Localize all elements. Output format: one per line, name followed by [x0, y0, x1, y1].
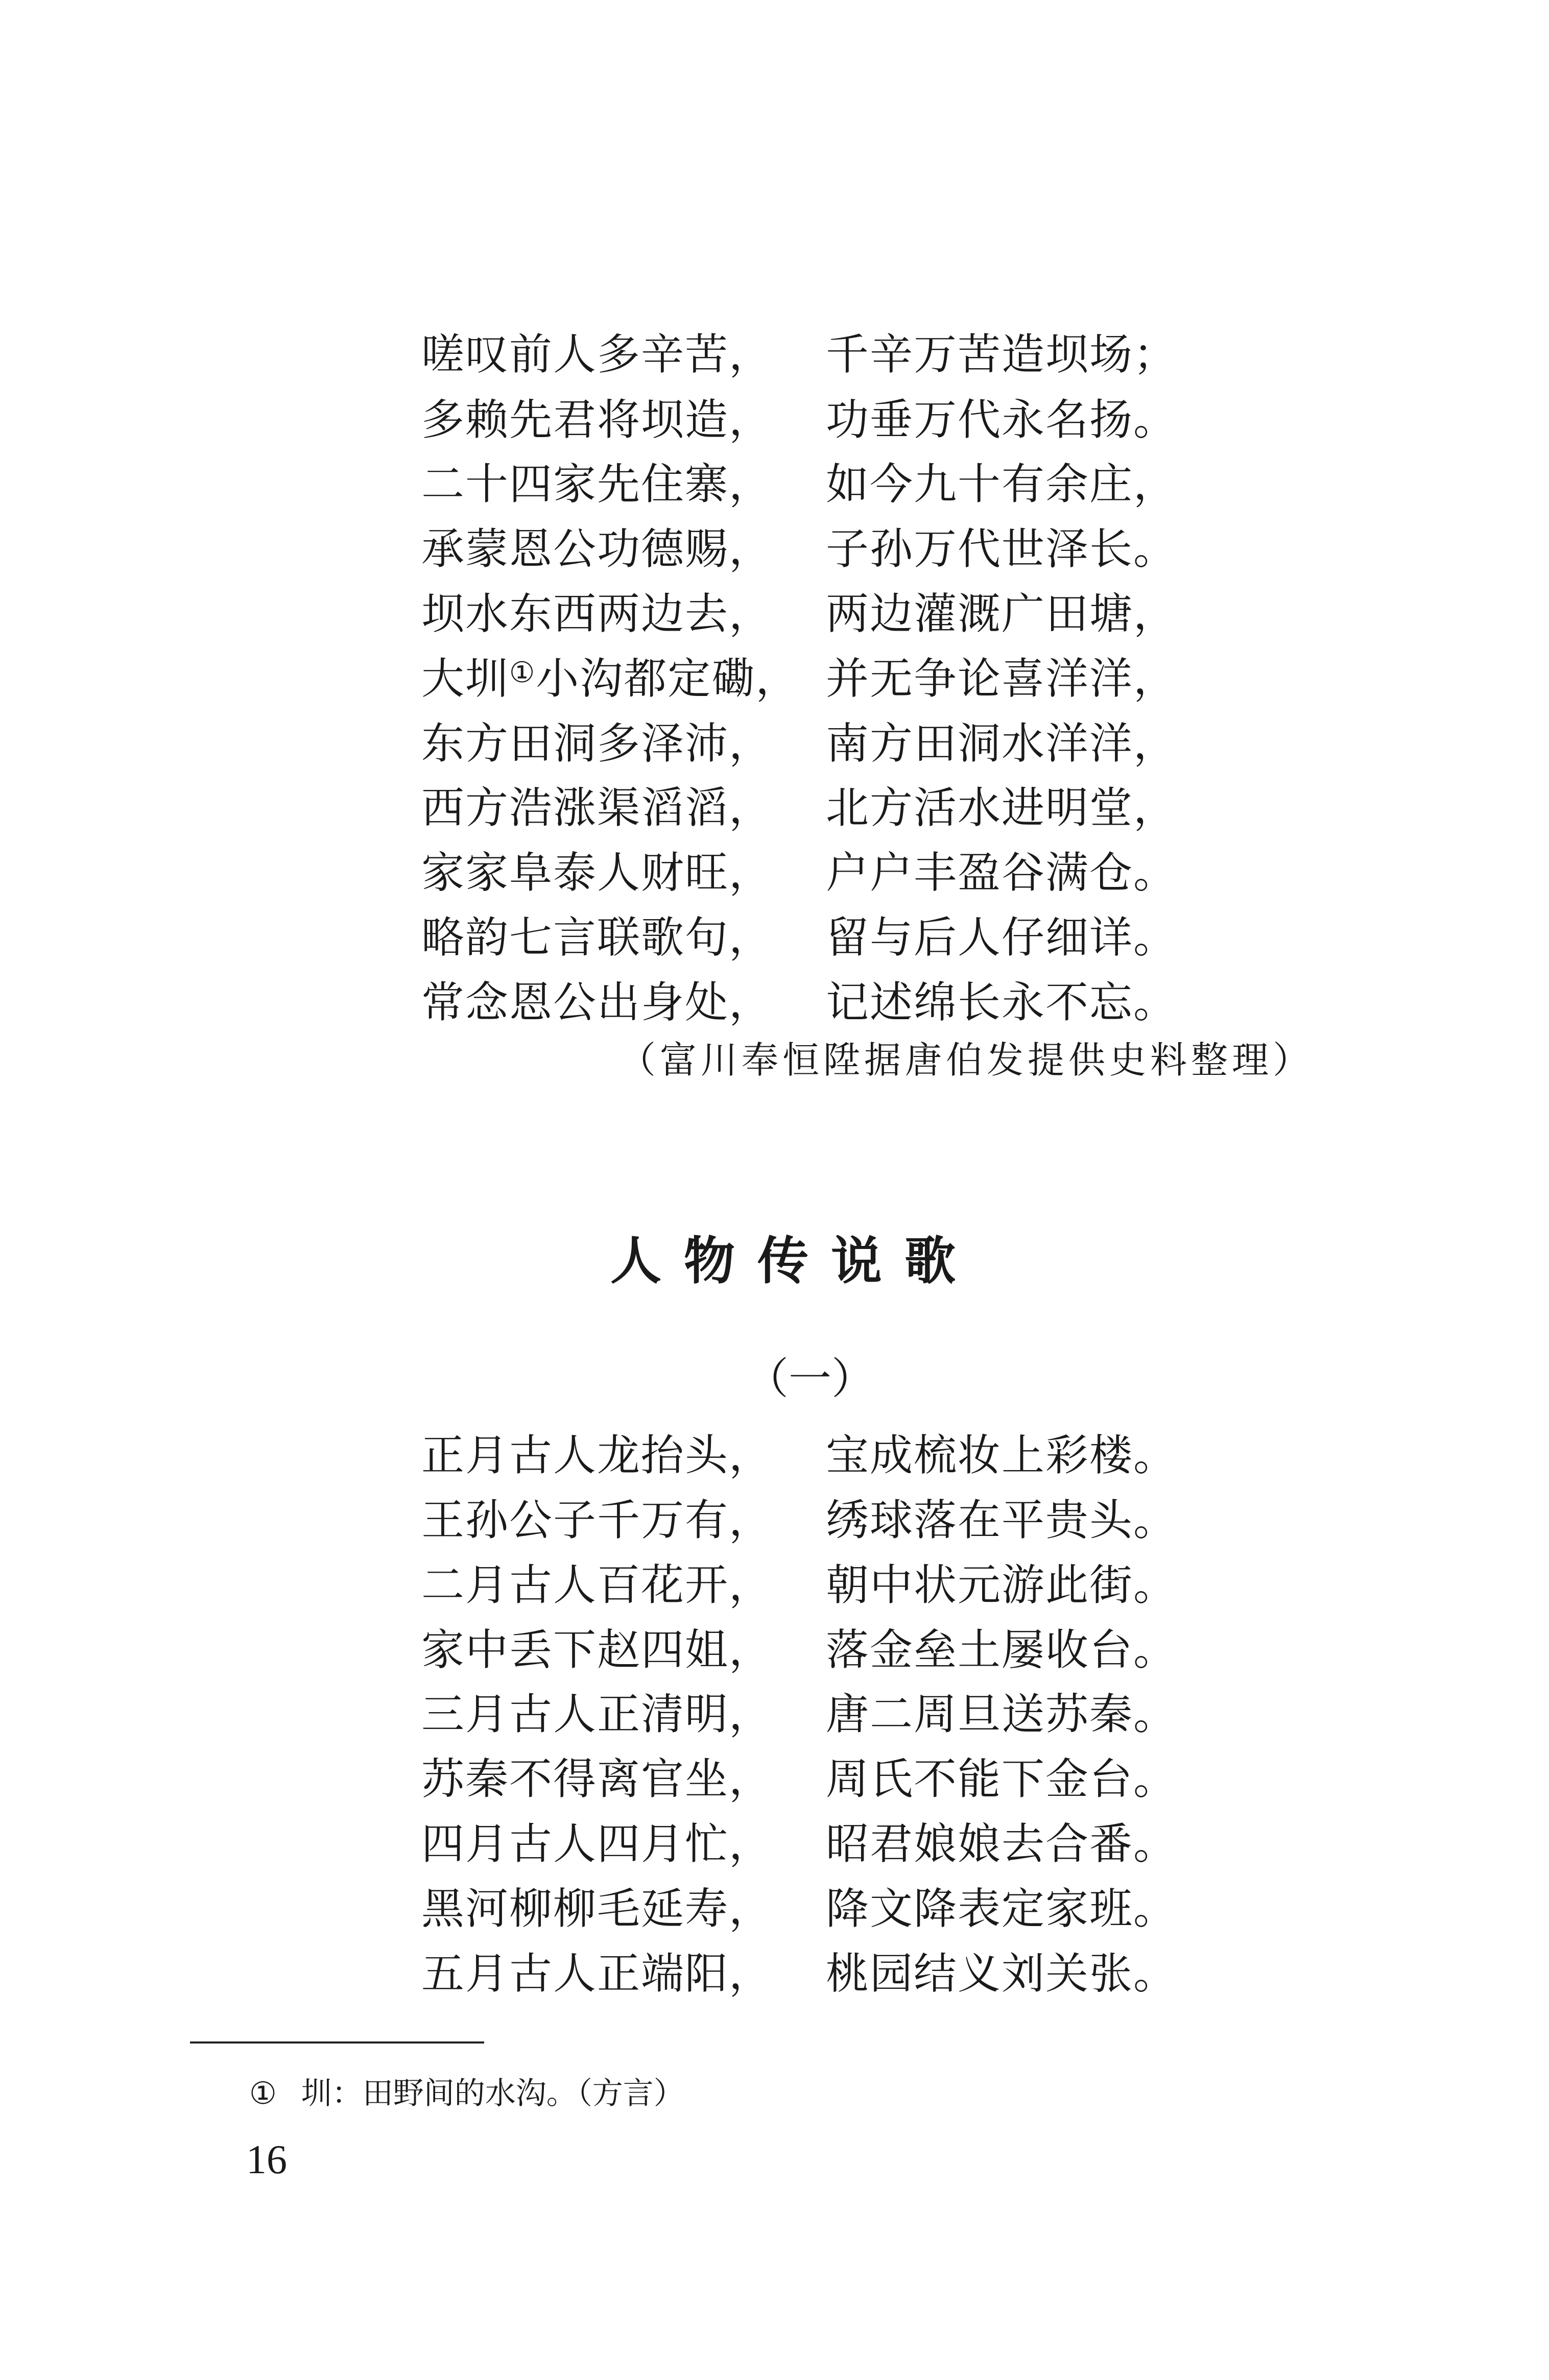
- section-title: 人物传说歌: [610, 1231, 978, 1291]
- poem-1-line-3-left: 二十四家先住寨，: [421, 459, 773, 509]
- footnote: [249, 2078, 684, 2109]
- page-number: 16: [246, 2137, 287, 2182]
- poem-2-line-7-left: 四月古人四月忙，: [421, 1819, 773, 1869]
- poem-2-line-4-right: 落金垒土屡收台。: [826, 1625, 1178, 1675]
- poem-1-line-7-left: 东方田洞多泽沛，: [421, 718, 773, 768]
- poem-2-line-6-right: 周氏不能下金台。: [826, 1754, 1178, 1804]
- poem-1-line-6-left-pre: 大圳: [421, 654, 510, 704]
- poem-1-line-3-right: 如今九十有余庄，: [826, 459, 1178, 509]
- footnote-text: 圳：田野间的水沟。（方言）: [301, 2076, 684, 2111]
- poem-2-line-8-left: 黑河柳柳毛延寿，: [421, 1884, 773, 1934]
- poem-2-line-5-left: 三月古人正清明，: [421, 1689, 773, 1739]
- poem-1-line-4-right: 子孙万代世泽长。: [826, 524, 1178, 574]
- poem-2-line-2-right: 绣球落在平贵头。: [826, 1495, 1178, 1545]
- poem-1-credit: （富川奉恒陞据唐伯发提供史料整理）: [619, 1039, 1314, 1081]
- poem-2-line-3-left: 二月古人百花开，: [421, 1560, 773, 1610]
- poem-2-line-9-left: 五月古人正端阳，: [421, 1949, 773, 1999]
- poem-1-line-5-left: 坝水东西两边去，: [421, 589, 773, 639]
- section-subtitle: （一）: [746, 1354, 875, 1404]
- poem-2-line-1-right: 宝成梳妆上彩楼。: [826, 1430, 1178, 1480]
- poem-1-line-11-left: 常念恩公出身处，: [421, 977, 773, 1027]
- poem-1-line-2-right: 功垂万代永名扬。: [826, 395, 1178, 445]
- poem-1-line-4-left: 承蒙恩公功德赐，: [421, 524, 773, 574]
- poem-1-line-9-right: 户户丰盈谷满仓。: [826, 848, 1178, 898]
- poem-1-line-10-left: 略韵七言联歌句，: [421, 912, 773, 963]
- poem-1-line-5-right: 两边灌溉广田塘，: [826, 589, 1178, 639]
- poem-1-line-9-left: 家家阜泰人财旺，: [421, 848, 773, 898]
- poem-2-line-8-right: 降文降表定家班。: [826, 1884, 1178, 1934]
- poem-1-line-6-left-post: 小沟都定磡，: [536, 654, 800, 704]
- poem-2-line-6-left: 苏秦不得离官坐，: [421, 1754, 773, 1804]
- poem-1-line-1-right: 千辛万苦造坝场；: [826, 329, 1178, 379]
- poem-1-line-1-left: 嗟叹前人多辛苦，: [421, 329, 773, 379]
- poem-1-line-6-left: [421, 654, 800, 704]
- poem-2-line-3-right: 朝中状元游此街。: [826, 1560, 1178, 1610]
- poem-2-line-9-right: 桃园结义刘关张。: [826, 1949, 1178, 1999]
- poem-1-line-7-right: 南方田洞水洋洋，: [826, 718, 1178, 768]
- poem-2-line-2-left: 王孙公子千万有，: [421, 1495, 773, 1545]
- poem-1-line-8-right: 北方活水进明堂，: [826, 783, 1178, 833]
- poem-2-line-7-right: 昭君娘娘去合番。: [826, 1819, 1178, 1869]
- footnote-reference[interactable]: ①: [509, 656, 536, 689]
- poem-2-line-4-left: 家中丢下赵四姐，: [421, 1625, 773, 1675]
- poem-1-line-8-left: 西方浩涨渠滔滔，: [421, 783, 773, 833]
- poem-1-line-2-left: 多赖先君将坝造，: [421, 395, 773, 445]
- poem-2-line-5-right: 唐二周旦送苏秦。: [826, 1689, 1178, 1739]
- poem-1-line-6-right: 并无争论喜洋洋，: [826, 654, 1178, 704]
- poem-1-line-11-right: 记述绵长永不忘。: [826, 977, 1178, 1027]
- footnote-divider: [190, 2041, 484, 2044]
- poem-1-line-10-right: 留与后人仔细详。: [826, 912, 1178, 963]
- footnote-mark: ①: [249, 2076, 277, 2111]
- poem-2-line-1-left: 正月古人龙抬头，: [421, 1430, 773, 1480]
